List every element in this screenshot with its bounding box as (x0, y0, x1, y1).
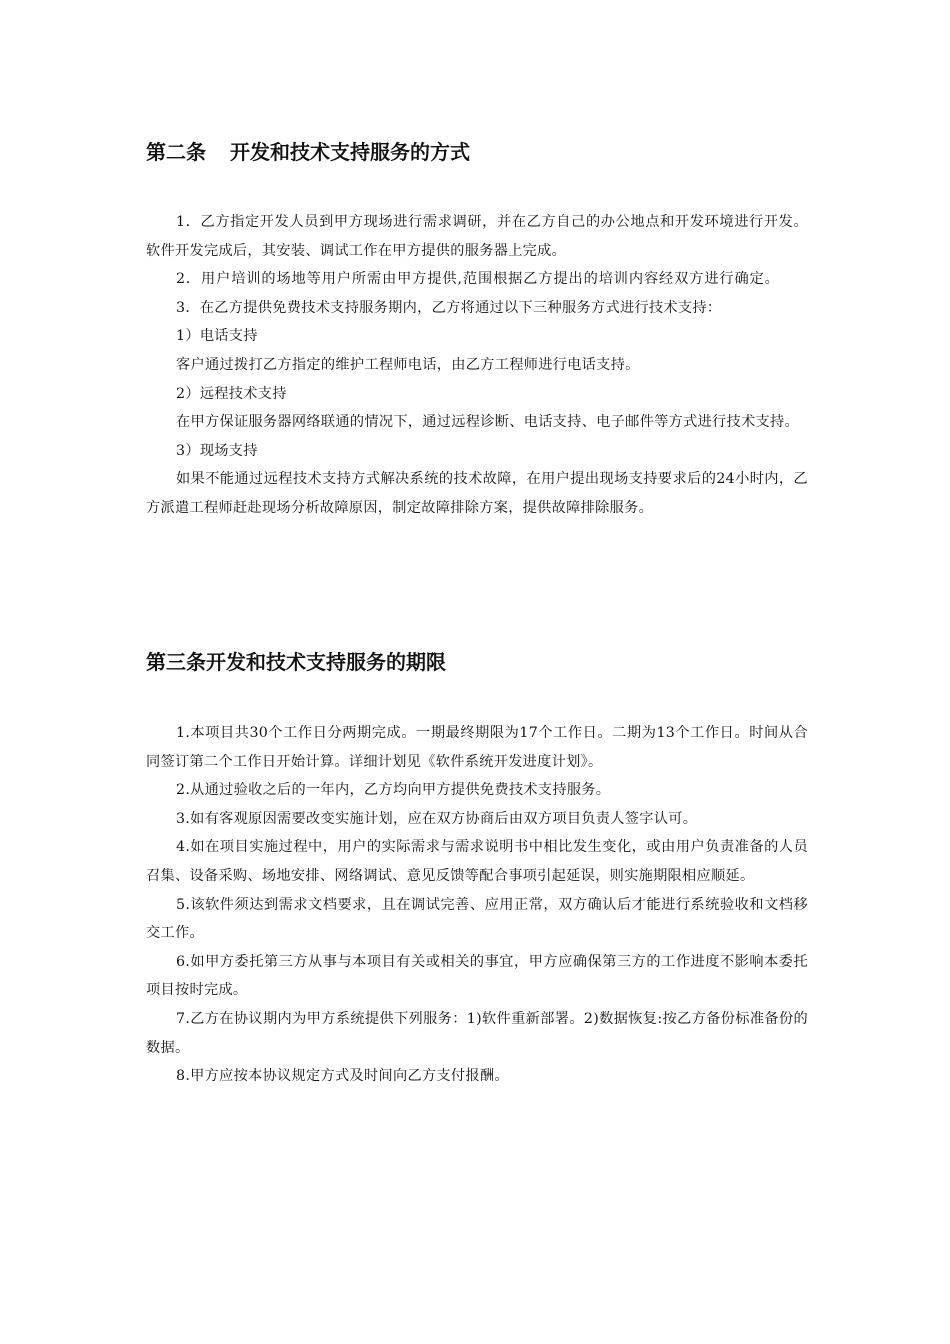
section2-item-remote-support: 2）远程技术支持 (176, 385, 287, 402)
section2-paragraph-3: 3．在乙方提供免费技术支持服务期内，乙方将通过以下三种服务方式进行技术支持： (176, 299, 722, 316)
section2-paragraph-1: 1．乙方指定开发人员到甲方现场进行需求调研，并在乙方自己的办公地点和开发环境进行开发。软件开发完成后，其安装、调试工作在甲方提供的服务器上完成。 (146, 214, 808, 259)
section3-heading: 第三条开发和技术支持服务的期限 (146, 650, 446, 674)
section2-heading-number: 第二条 (146, 140, 206, 164)
section2-paragraph-phone-desc: 客户通过拨打乙方指定的维护工程师电话，由乙方工程师进行电话支持。 (176, 356, 640, 373)
section2-paragraph-remote-desc: 在甲方保证服务器网络联通的情况下，通过远程诊断、电话支持、电子邮件等方式进行技术支持。 (176, 414, 799, 431)
section3-paragraph-8: 8.甲方应按本协议规定方式及时间向乙方支付报酬。 (176, 1068, 509, 1085)
section2-item-onsite-support: 3）现场支持 (176, 442, 258, 459)
section2-item-phone-support: 1）电话支持 (176, 328, 258, 345)
section2-heading (146, 138, 470, 166)
section3-body (146, 719, 808, 1091)
section2-paragraph-onsite-desc: 如果不能通过远程技术支持方式解决系统的技术故障，在用户提出现场支持要求后的24小时内，乙方派遣工程师赶赴现场分析故障原因，制定故障排除方案，提供故障排除服务。 (146, 471, 808, 516)
section3-paragraph-7: 7.乙方在协议期内为甲方系统提供下列服务：1)软件重新部署。2)数据恢复:按乙方备份标准备份的数据。 (146, 1010, 808, 1056)
section3-paragraph-6: 6.如甲方委托第三方从事与本项目有关或相关的事宜，甲方应确保第三方的工作进度不影响本委托项目按时完成。 (146, 953, 808, 999)
section2-heading-title: 开发和技术支持服务的方式 (230, 140, 470, 164)
section3-paragraph-1: 1.本项目共30个工作日分两期完成。一期最终期限为17个工作日。二期为13个工作日。时间从合同签订第二个工作日开始计算。详细计划见《软件系统开发进度计划》。 (146, 725, 808, 770)
section3-paragraph-2: 2.从通过验收之后的一年内，乙方均向甲方提供免费技术支持服务。 (176, 782, 611, 799)
section3-paragraph-5: 5.该软件须达到需求文档要求，且在调试完善、应用正常，双方确认后才能进行系统验收和文档移交工作。 (146, 896, 808, 942)
section3-paragraph-3: 3.如有客观原因需要改变实施计划，应在双方协商后由双方项目负责人签字认可。 (176, 810, 698, 827)
section2-paragraph-2: 2．用户培训的场地等用户所需由甲方提供,范围根据乙方提出的培训内容经双方进行确定。 (176, 271, 780, 288)
section3-paragraph-4: 4.如在项目实施过程中，用户的实际需求与需求说明书中相比发生变化，或由用户负责准备的人员召集、设备采购、场地安排、网络调试、意见反馈等配合事项引起延误，则实施期限相应顺延。 (146, 839, 808, 884)
section2-body (146, 208, 808, 523)
